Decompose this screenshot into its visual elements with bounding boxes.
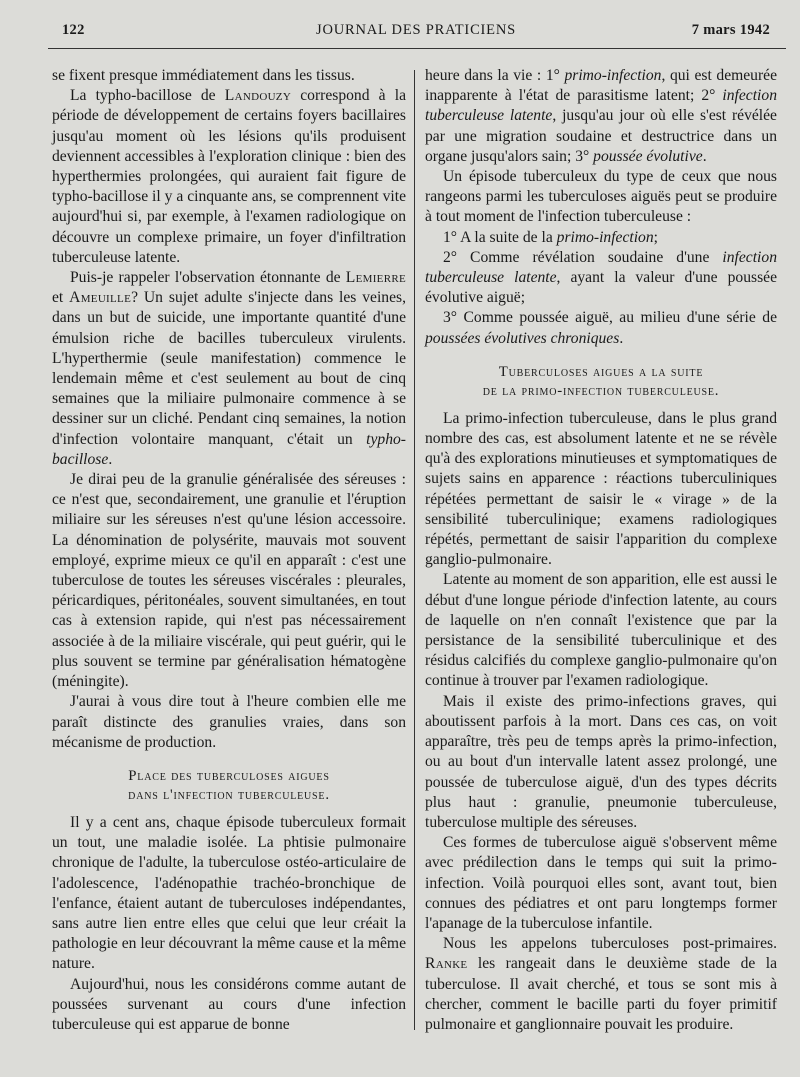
paragraph: Nous les appelons tuberculoses post-primaires. Ranke les rangeait dans le deuxième stade de la tuberculose. Il avait cherché, et tous se sont mis à chercher, comment le bacille parti du foyer primitif pulmonaire et ganglionnaire pouvait les produire. (425, 935, 777, 1033)
issue-date: 7 mars 1942 (691, 22, 770, 38)
list-item: 3° Comme poussée aiguë, au milieu d'une série de poussées évolutives chroniques. (425, 309, 777, 347)
header-rule (48, 48, 786, 49)
page-number: 122 (62, 22, 85, 38)
paragraph: Ces formes de tuberculose aiguë s'observent même avec prédilection dans le temps qui suit la primo-infection. Voilà pourquoi elles sont, avant tout, bien connues des pédiatres et ont paru longtemps former l'apanage de la tuberculose infantile. (425, 834, 777, 932)
paragraph: Il y a cent ans, chaque épisode tuberculeux formait un tout, une maladie isolée. La phtisie pulmonaire chronique de l'adulte, la tuberculose ostéo-articulaire de l'adolescence, l'adénopathie trachéo-bronchique de l'enfance, étaient autant de tuberculoses indépendantes, sans autre lien entre elles que celui que leur créait la pathologie en leur découvrant la même cause et la même nature. (52, 813, 406, 973)
column-divider (414, 70, 415, 1030)
right-column (425, 66, 777, 1035)
list-item: 2° Comme révélation soudaine d'une infection tuberculeuse latente, ayant la valeur d'une poussée évolutive aiguë; (425, 248, 777, 307)
author-name: Landouzy (224, 87, 292, 105)
paragraph: Mais il existe des primo-infections graves, qui aboutissent parfois à la mort. Dans ces cas, on voit apparaître, très peu de temps après la primo-infection, ou au bout d'un intervalle latent assez prolongé, une poussée de tuberculose aiguë, d'un des types décrits plus haut : granulie, pneumonie tuberculeuse, tuberculose multiple des séreuses. (425, 692, 777, 831)
author-name: Ameuille (69, 289, 132, 307)
paragraph: Un épisode tuberculeux du type de ceux que nous rangeons parmi les tuberculoses aiguës peut se produire à tout moment de l'infection tuberculeuse : (425, 168, 777, 226)
section-heading: Tuberculoses aigues a la suite de la primo-infection tuberculeuse. (482, 363, 720, 399)
paragraph: Aujourd'hui, nous les considérons comme autant de poussées survenant au cours d'une infection tuberculeuse qui est apparue de bonne (52, 975, 406, 1033)
author-name: Lemierre (345, 269, 406, 287)
left-column (52, 66, 406, 1035)
author-name: Ranke (425, 955, 468, 973)
paragraph: Je dirai peu de la granulie généralisée des séreuses : ce n'est que, secondairement, une granulie et l'éruption miliaire sur les séreuses n'est qu'une lésion accessoire. La dénomination de polysérite, mauvais mot souvent employé, exprime mieux ce qu'il en apparaît : c'est une tuberculose de toutes les séreuses viscérales : pleurales, péricardiques, péritonéales, souvent simultanées, en tout cas à extension rapide, qui n'est pas nécessairement associée à de la miliaire viscérale, qui peut guérir, qui le plus souvent se termine par généralisation hématogène (méningite). (52, 471, 406, 691)
paragraph: J'aurai à vous dire tout à l'heure combien elle me paraît distincte des granulies vraies, dans son mécanisme de production. (52, 693, 406, 751)
paragraph: La primo-infection tuberculeuse, dans le plus grand nombre des cas, est absolument latente et ne se révèle qu'à des explorations minutieuses et symptomatiques de sujets sains en apparence : réactions tuberculiniques répétées permettant de saisir le « virage » de la sensibilité tuberculinique; examens radiologiques répétés, permettant de saisir l'apparition du complexe ganglio-pulmonaire. (425, 409, 777, 569)
paragraph: heure dans la vie : 1° primo-infection, qui est demeurée inapparente à l'état de parasitisme latent; 2° infection tuberculeuse latente, jusqu'au jour où elle s'est révélée par une migration soudaine et destructrice dans un organe jusqu'alors sain; 3° poussée évolutive. (425, 67, 777, 165)
section-heading: Place des tuberculoses aigues dans l'infection tuberculeuse. (128, 767, 330, 803)
paragraph: se fixent presque immédiatement dans les tissus. (52, 67, 355, 84)
paragraph: Puis-je rappeler l'observation étonnante de Lemierre et Ameuille? Un sujet adulte s'injecte dans les veines, dans un but de suicide, une importante quantité d'une émulsion riche de bacilles tuberculeux virulents. L'hyperthermie (seule manifestation) commence le lendemain même et c'est seulement au bout de cinq semaines que la miliaire pulmonaire commence à se dessiner sur un cliché. Pendant cinq semaines, la notion d'infection volontaire manquant, c'était un typho-bacillose. (52, 269, 406, 468)
running-header (62, 22, 770, 44)
journal-title: JOURNAL DES PRATICIENS (316, 22, 516, 38)
paragraph: La typho-bacillose de Landouzy correspond à la période de développement de certains foyers bacillaires jusqu'au moment où les lésions qu'ils produisent deviennent accessibles à l'exploration clinique : bien des hyperthermies prolongées, qui auraient fait figure de typho-bacillose il y a cinquante ans, se comprennent vite aujourd'hui si, par exemple, à l'examen radiologique on découvre un complexe primaire, un foyer d'infiltration tuberculeuse latente. (52, 87, 406, 266)
list-item: 1° A la suite de la primo-infection; (443, 228, 658, 246)
paragraph: Latente au moment de son apparition, elle est aussi le début d'une longue période d'infection latente, au cours de laquelle on n'en connaît l'existence que par la persistance de la sensibilité tuberculinique et des résidus calcifiés du complexe ganglio-pulmonaire qu'on continue à trouver par l'examen radiologique. (425, 571, 777, 690)
